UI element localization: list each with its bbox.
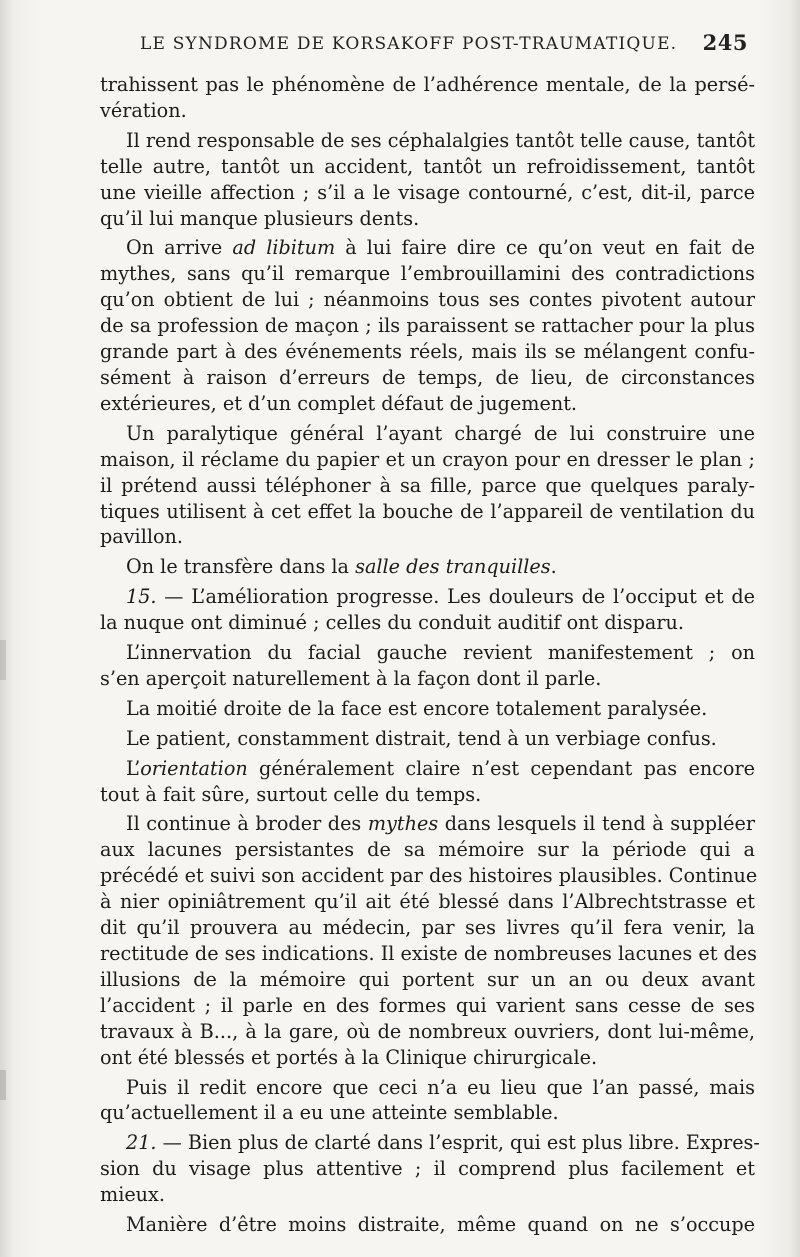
text-line: de sa profession de maçon ; ils paraissent se rattacher pour la plus: [100, 314, 755, 338]
day-number: 21.: [126, 1131, 157, 1155]
text-segment: On arrive: [126, 236, 233, 260]
scan-edge-shadow: [0, 1070, 6, 1100]
text-line: extérieures, et d’un complet défaut de jugement.: [100, 391, 578, 415]
text-line: [100, 811, 755, 837]
text-line: dit qu’il prouvera au médecin, par ses livres qu’il fera venir, la: [100, 916, 755, 940]
text-segment: — L’amélioration progresse. Les douleurs de l’occiput et de: [156, 585, 755, 609]
italic-phrase: mythes: [367, 812, 439, 836]
text-line: pavillon.: [100, 525, 183, 549]
text-line: qu’actuellement il a eu une atteinte semblable.: [100, 1101, 559, 1125]
text-line: tout à fait sûre, surtout celle du temps.: [100, 782, 482, 806]
text-line: L’innervation du facial gauche revient manifestement ; on: [126, 641, 755, 665]
text-line: Il rend responsable de ses céphalalgies tantôt telle cause, tantôt: [126, 128, 756, 152]
paragraph: [100, 696, 755, 722]
paragraph: [100, 640, 755, 692]
running-head: LE SYNDROME DE KORSAKOFF POST-TRAUMATIQUE.: [140, 34, 678, 54]
text-line: ont été blessés et portés à la Clinique chirurgicale.: [100, 1045, 598, 1069]
text-segment: Il continue à broder des: [126, 812, 368, 836]
scan-edge-shadow: [0, 640, 6, 680]
paragraph: [100, 584, 755, 636]
text-line: la nuque ont diminué ; celles du conduit auditif ont disparu.: [100, 611, 684, 635]
text-segment: On le transfère dans la: [126, 555, 356, 579]
page-number: 245: [702, 30, 748, 55]
text-line: sion du visage plus attentive ; il comprend plus facilement et: [100, 1157, 755, 1181]
paragraph: [100, 726, 755, 752]
text-line: grande part à des événements réels, mais ils se mélangent confu-: [100, 340, 755, 364]
text-line: [100, 756, 755, 782]
text-line: rectitude de ses indications. Il existe de nombreuses lacunes et des: [100, 942, 757, 965]
text-line: trahissent pas le phénomène de l’adhérence mentale, de la persé-: [100, 73, 755, 96]
text-line: aux lacunes persistantes de sa mémoire sur la période qui a: [100, 838, 755, 862]
text-line: Puis il redit encore que ceci n’a eu lieu que l’an passé, mais: [126, 1075, 755, 1099]
text-line: vération.: [100, 98, 187, 122]
text-line: l’accident ; il parle en des formes qui varient sans cesse de ses: [100, 993, 755, 1017]
text-line: Un paralytique général l’ayant chargé de lui construire une: [126, 421, 755, 445]
text-line: maison, il réclame du papier et un crayon pour en dresser le plan ;: [100, 447, 755, 471]
paragraph: [100, 1075, 755, 1127]
text-line: mieux.: [100, 1183, 165, 1207]
italic-phrase: orientation: [140, 756, 248, 780]
paragraph: [100, 235, 755, 416]
paragraph: [100, 756, 755, 808]
text-line: une vieille affection ; s’il a le visage contourné, c’est, dit-il, parce: [100, 180, 755, 204]
text-line: illusions de la mémoire qui portent sur un an ou deux avant: [100, 967, 755, 991]
text-line: sément à raison d’erreurs de temps, de lieu, de circonstances: [100, 365, 755, 389]
text-segment: généralement claire n’est cependant pas encore: [247, 756, 755, 780]
italic-phrase: ad libitum: [232, 236, 336, 260]
paragraph: [100, 554, 755, 580]
text-line: précédé et suivi son accident par des histoires plausibles. Continue: [100, 864, 758, 888]
text-line: s’en aperçoit naturellement à la façon dont il parle.: [100, 666, 602, 690]
text-line: [100, 235, 755, 261]
text-line: Manière d’être moins distraite, même quand on ne s’occupe: [126, 1213, 755, 1237]
paragraph: [100, 811, 758, 1070]
italic-phrase: salle des tranquilles: [355, 555, 551, 579]
paragraph: [100, 1130, 760, 1208]
paragraph: [100, 72, 755, 124]
text-segment: .: [550, 555, 557, 579]
text-line: [100, 554, 755, 580]
paragraph: [100, 1212, 755, 1238]
text-line: Le patient, constamment distrait, tend à un verbiage confus.: [126, 726, 717, 750]
text-segment: à lui faire dire ce qu’on veut en fait de: [335, 236, 756, 260]
text-segment: L’: [126, 756, 141, 780]
page-header: [140, 30, 760, 60]
text-line: il prétend aussi téléphoner à sa fille, parce que quelques paraly-: [100, 473, 755, 497]
text-line: La moitié droite de la face est encore totalement paralysée.: [126, 696, 708, 720]
text-line: qu’on obtient de lui ; néanmoins tous ses contes pivotent autour: [100, 288, 755, 312]
text-line: travaux à B..., à la gare, où de nombreux ouvriers, dont lui-même,: [100, 1019, 755, 1043]
text-line: telle autre, tantôt un accident, tantôt un refroidissement, tantôt: [100, 154, 755, 178]
text-line: qu’il lui manque plusieurs dents.: [100, 206, 420, 230]
text-line: mythes, sans qu’il remarque l’embrouillamini des contradictions: [100, 262, 755, 286]
paragraph: [100, 421, 755, 551]
text-line: [100, 584, 755, 610]
day-number: 15.: [126, 585, 157, 609]
paragraph: [100, 128, 755, 232]
body-text: [100, 72, 760, 1238]
text-segment: — Bien plus de clarté dans l’esprit, qui est plus libre. Expres-: [156, 1131, 760, 1155]
text-line: [100, 1130, 760, 1156]
text-line: à nier opiniâtrement qu’il ait été blessé dans l’Albrechtstrasse et: [100, 890, 755, 914]
text-segment: dans lesquels il tend à suppléer: [438, 812, 756, 836]
text-line: tiques utilisent à cet effet la bouche de l’appareil de ventilation du: [100, 499, 755, 523]
